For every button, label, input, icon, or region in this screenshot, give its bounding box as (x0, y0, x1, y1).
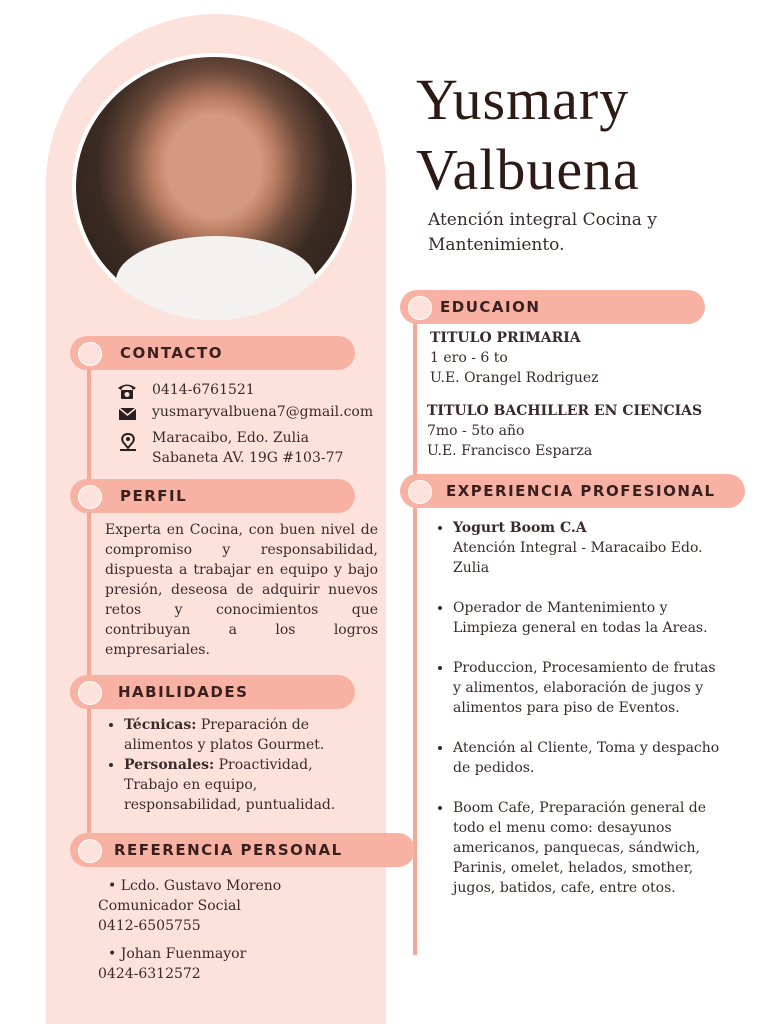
education-years: 7mo - 5to año (427, 423, 525, 439)
education-heading-bar (400, 290, 705, 324)
location-icon (117, 433, 139, 451)
profile-heading-bar (70, 479, 355, 513)
skill-item: • Técnicas: Preparación de alimentos y platos Gourmet. (124, 715, 346, 755)
education-school: U.E. Francisco Esparza (427, 443, 593, 459)
experience-list (435, 518, 725, 918)
skills-heading: HABILIDADES (118, 683, 249, 701)
job-title: Atención integral Cocina y Mantenimiento. (428, 210, 657, 255)
experience-heading: EXPERIENCIA PROFESIONAL (446, 482, 716, 500)
education-title: TITULO BACHILLER EN CIENCIAS (427, 403, 703, 419)
bullet-dot (78, 839, 102, 863)
skills-heading-bar (70, 675, 355, 709)
profile-photo (72, 53, 356, 320)
profile-heading: PERFIL (120, 487, 188, 505)
contact-heading: CONTACTO (120, 344, 223, 362)
reference-role: Comunicador Social (98, 898, 241, 914)
experience-item: • Produccion, Procesamiento de frutas y alimentos, elaboración de jugos y alimentos para piso de Eventos. (453, 658, 725, 718)
bullet-dot (78, 342, 102, 366)
profile-text: Experta en Cocina, con buen nivel de compromiso y responsabilidad, dispuesta a trabajar en equipo y bajo presión, deseosa de adquirir nuevos retos y conocimientos que contribuyan a los logros empresariales. (105, 522, 378, 658)
address-line-1: Maracaibo, Edo. Zulia (152, 430, 309, 446)
phone-icon (116, 382, 138, 400)
last-name: Valbuena (416, 137, 640, 202)
left-timeline-line (87, 355, 91, 865)
skill-item: • Personales: Proactividad, Trabajo en equipo, responsabilidad, puntualidad. (124, 755, 346, 815)
skills-list (106, 715, 346, 815)
bullet-dot (78, 485, 102, 509)
education-school: U.E. Orangel Rodriguez (430, 370, 599, 386)
references-heading-bar (70, 833, 415, 867)
references-heading: REFERENCIA PERSONAL (114, 841, 343, 859)
first-name: Yusmary (416, 67, 630, 132)
reference-name: • Johan Fuenmayor (108, 946, 247, 962)
experience-item: • Boom Cafe, Preparación general de todo el menu como: desayunos americanos, panquecas, sándwich, Parinis, omelet, helados, smother, jugos, batidos, cafe, entre otos. (453, 798, 725, 898)
contact-heading-bar (70, 336, 355, 370)
experience-item: • Atención al Cliente, Toma y despacho de pedidos. (453, 738, 725, 778)
experience-heading-bar (400, 474, 745, 508)
experience-item: • Operador de Mantenimiento y Limpieza general en todas la Areas. (453, 598, 725, 638)
email-text[interactable]: yusmaryvalbuena7@gmail.com (152, 404, 374, 420)
education-years: 1 ero - 6 to (430, 350, 508, 366)
reference-name: • Lcdo. Gustavo Moreno (108, 878, 282, 894)
bullet-dot (408, 296, 432, 320)
experience-item: • Yogurt Boom C.A Atención Integral - Maracaibo Edo. Zulia (453, 518, 725, 578)
bullet-dot (78, 681, 102, 705)
address-line-2: Sabaneta AV. 19G #103-77 (152, 450, 344, 466)
reference-phone: 0424-6312572 (98, 966, 201, 982)
phone-text: 0414-6761521 (152, 382, 255, 398)
right-timeline-line (413, 305, 417, 955)
email-icon (117, 405, 139, 423)
reference-phone: 0412-6505755 (98, 918, 201, 934)
education-heading: EDUCAION (440, 298, 541, 316)
education-title: TITULO PRIMARIA (430, 330, 581, 346)
bullet-dot (408, 480, 432, 504)
